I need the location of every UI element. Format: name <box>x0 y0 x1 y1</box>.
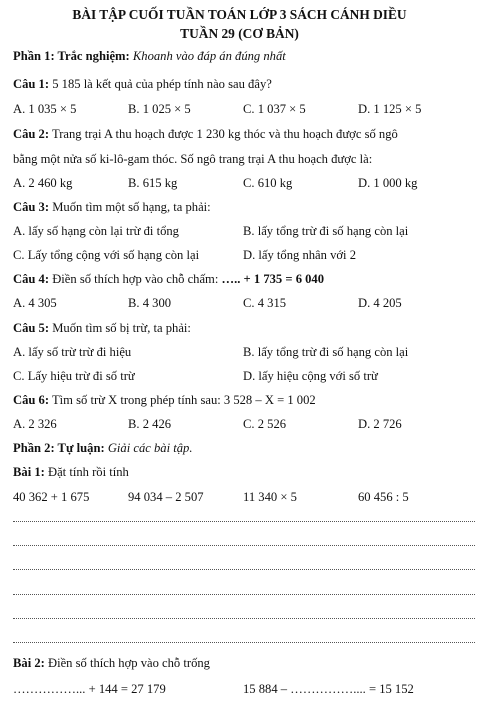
question-4-label: Câu 4: <box>13 272 50 286</box>
q5-option-b[interactable]: B. lấy tổng trừ đi số hạng còn lại <box>243 345 409 359</box>
q5-option-a[interactable]: A. lấy số trừ trừ đi hiệu <box>13 345 132 359</box>
q6-option-d[interactable]: D. 2 726 <box>358 417 402 431</box>
q2-option-d[interactable]: D. 1 000 kg <box>358 176 418 190</box>
answer-line[interactable] <box>13 545 475 546</box>
exercise-2-blank-1[interactable]: ……………... + 144 = 27 179 <box>13 682 166 696</box>
question-4-expression: ….. + 1 735 = 6 040 <box>221 272 325 286</box>
question-4 <box>13 273 324 286</box>
exercise-2-label: Bài 2: <box>13 656 45 670</box>
part1-heading <box>13 50 286 63</box>
q6-option-c[interactable]: C. 2 526 <box>243 417 287 431</box>
exercise-2 <box>13 657 210 670</box>
exercise-2-blank-2[interactable]: 15 884 – …………….... = 15 152 <box>243 682 414 696</box>
part1-label: Phần 1: Trắc nghiệm: <box>13 49 130 63</box>
q6-option-b[interactable]: B. 2 426 <box>128 417 172 431</box>
q1-option-d[interactable]: D. 1 125 × 5 <box>358 102 422 116</box>
q1-option-a[interactable]: A. 1 035 × 5 <box>13 102 77 116</box>
exercise-1-label: Bài 1: <box>13 465 45 479</box>
question-6-text: Tìm số trừ X trong phép tính sau: 3 528 – X = 1 002 <box>51 393 316 407</box>
answer-line[interactable] <box>13 521 475 522</box>
q4-option-a[interactable]: A. 4 305 <box>13 296 57 310</box>
question-5 <box>13 322 191 335</box>
part2-heading <box>13 442 192 455</box>
q3-option-a[interactable]: A. lấy số hạng còn lại trừ đi tổng <box>13 224 179 238</box>
question-4-text: Điền số thích hợp vào chỗ chấm: <box>52 272 219 286</box>
q3-option-c[interactable]: C. Lấy tổng cộng với số hạng còn lại <box>13 248 200 262</box>
question-3-text: Muốn tìm một số hạng, ta phải: <box>52 200 211 214</box>
question-6 <box>13 394 316 407</box>
q4-option-b[interactable]: B. 4 300 <box>128 296 172 310</box>
worksheet-title: BÀI TẬP CUỐI TUẦN TOÁN LỚP 3 SÁCH CÁNH DIỀU <box>72 7 407 22</box>
q2-option-a[interactable]: A. 2 460 kg <box>13 176 73 190</box>
q2-option-c[interactable]: C. 610 kg <box>243 176 293 190</box>
q2-option-b[interactable]: B. 615 kg <box>128 176 178 190</box>
question-5-label: Câu 5: <box>13 321 50 335</box>
exercise-1-calc-4: 60 456 : 5 <box>358 490 409 504</box>
answer-line[interactable] <box>13 594 475 595</box>
q1-option-b[interactable]: B. 1 025 × 5 <box>128 102 191 116</box>
exercise-1-calc-1: 40 362 + 1 675 <box>13 490 90 504</box>
question-3 <box>13 201 211 214</box>
exercise-2-text: Điền số thích hợp vào chỗ trống <box>48 656 210 670</box>
question-5-text: Muốn tìm số bị trừ, ta phải: <box>52 321 191 335</box>
question-2-label: Câu 2: <box>13 127 50 141</box>
exercise-1-calc-3: 11 340 × 5 <box>243 490 297 504</box>
question-1-text: 5 185 là kết quả của phép tính nào sau đây? <box>52 77 272 91</box>
part1-instruction: Khoanh vào đáp án đúng nhất <box>132 49 286 63</box>
question-1 <box>13 78 272 91</box>
answer-line[interactable] <box>13 569 475 570</box>
question-3-label: Câu 3: <box>13 200 50 214</box>
question-1-label: Câu 1: <box>13 77 50 91</box>
part2-instruction: Giải các bài tập. <box>107 441 193 455</box>
q6-option-a[interactable]: A. 2 326 <box>13 417 57 431</box>
exercise-1-calc-2: 94 034 – 2 507 <box>128 490 204 504</box>
q4-option-c[interactable]: C. 4 315 <box>243 296 287 310</box>
answer-line[interactable] <box>13 642 475 643</box>
exercise-1 <box>13 466 129 479</box>
exercise-1-text: Đặt tính rồi tính <box>48 465 129 479</box>
q5-option-d[interactable]: D. lấy hiệu cộng với số trừ <box>243 369 378 383</box>
question-6-label: Câu 6: <box>13 393 50 407</box>
question-2-text: Trang trại A thu hoạch được 1 230 kg thóc và thu hoạch được số ngô <box>51 127 398 141</box>
question-2-text-cont: bằng một nửa số ki-lô-gam thóc. Số ngô trang trại A thu hoạch được là: <box>13 152 373 166</box>
question-2 <box>13 128 398 141</box>
q3-option-b[interactable]: B. lấy tổng trừ đi số hạng còn lại <box>243 224 409 238</box>
worksheet-subtitle: TUẦN 29 (CƠ BẢN) <box>180 26 299 41</box>
q1-option-c[interactable]: C. 1 037 × 5 <box>243 102 306 116</box>
part2-label: Phần 2: Tự luận: <box>13 441 105 455</box>
q5-option-c[interactable]: C. Lấy hiệu trừ đi số trừ <box>13 369 135 383</box>
answer-line[interactable] <box>13 618 475 619</box>
q4-option-d[interactable]: D. 4 205 <box>358 296 402 310</box>
q3-option-d[interactable]: D. lấy tổng nhân với 2 <box>243 248 356 262</box>
